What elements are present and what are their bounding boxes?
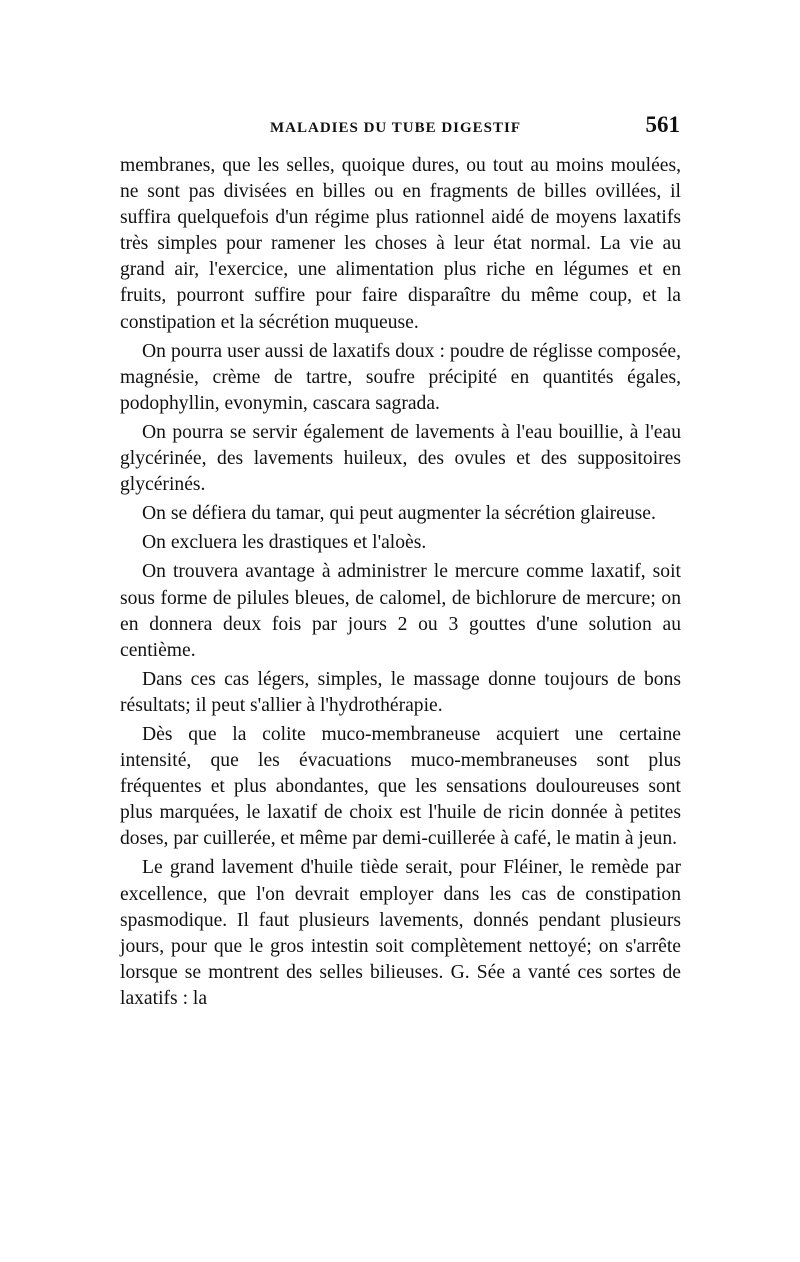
paragraph: On se défiera du tamar, qui peut augmenter la sécrétion glaireuse. [142,503,656,525]
paragraph: On pourra user aussi de laxatifs doux : poudre de réglisse composée, magnésie, crème de tartre, soufre précipité en quantités égales, podophyllin, evonymin, cascara sagrada. [120,340,681,414]
paragraph: On excluera les drastiques et l'aloès. [142,532,427,554]
running-head [120,112,680,142]
paragraph: On pourra se servir également de lavements à l'eau bouillie, à l'eau glycérinée, des lavements huileux, des ovules et des suppositoires glycérinés. [120,421,681,496]
running-title: MALADIES DU TUBE DIGESTIF [270,120,522,136]
paragraph: membranes, que les selles, quoique dures, ou tout au moins moulées, ne sont pas divisées en billes ou en fragments de billes ovillées, il suffira quelquefois d'un régime plus rationnel aidé de moyens laxatifs très simples pour ramener les choses à leur état normal. La vie au grand air, l'exercice, une alimentation plus riche en légumes et en fruits, pourront suffire pour faire disparaître du même coup, et la constipation et la sécrétion muqueuse. [120,155,681,333]
body-text [120,153,681,1015]
paragraph: Dans ces cas légers, simples, le massage donne toujours de bons résultats; il peut s'allier à l'hydrothérapie. [120,668,681,716]
paragraph: Le grand lavement d'huile tiède serait, pour Fléiner, le remède par excellence, que l'on devrait employer dans les cas de constipation spasmodique. Il faut plusieurs lavements, donnés pendant plusieurs jours, pour que le gros intestin soit complètement nettoyé; on s'arrête lorsque se montrent des selles bilieuses. G. Sée a vanté ces sortes de laxatifs : la [120,857,681,1009]
page-number: 561 [645,112,680,137]
paragraph: On trouvera avantage à administrer le mercure comme laxatif, soit sous forme de pilules bleues, de calomel, de bichlorure de mercure; on en donnera deux fois par jours 2 ou 3 gouttes d'une solution au centième. [120,561,681,661]
paragraph: Dès que la colite muco-membraneuse acquiert une certaine intensité, que les évacuations muco-membraneuses sont plus fréquentes et plus abondantes, que les sensations douloureuses sont plus marquées, le laxatif de choix est l'huile de ricin donnée à petites doses, par cuillerée, et même par demi-cuillerée à café, le matin à jeun. [120,723,681,850]
